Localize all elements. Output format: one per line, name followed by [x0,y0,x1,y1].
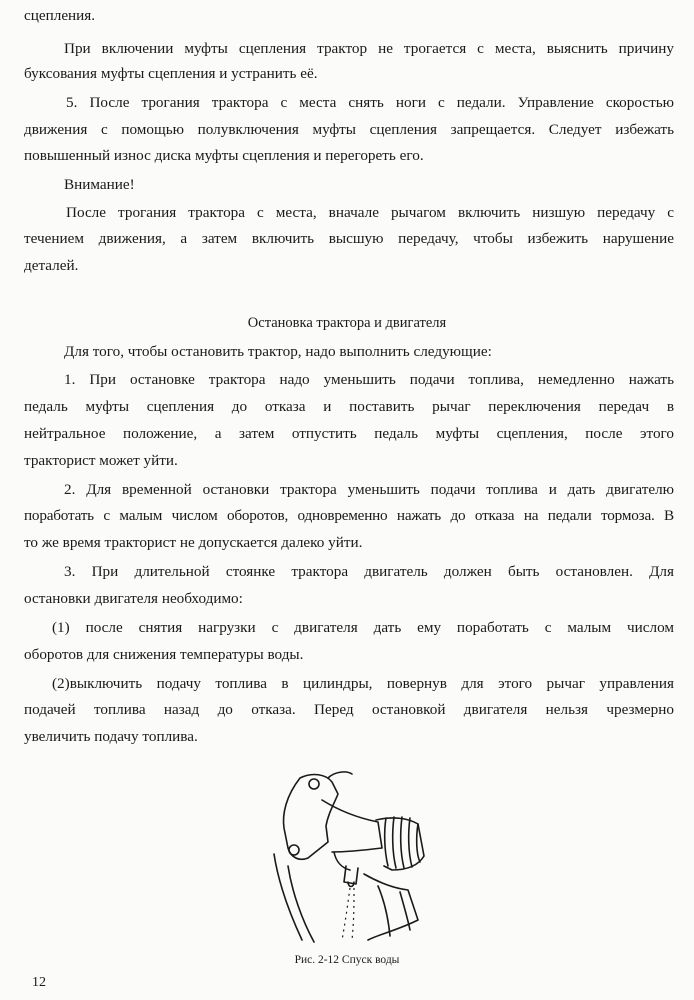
text-line: (2)выключить подачу топлива в цилиндры, повернув для этого рычаг управления [52,675,674,692]
text-line: сцепления. [24,7,96,24]
figure-caption: Рис. 2-12 Спуск воды [294,954,400,966]
text-line: оборотов для снижения температуры воды. [24,646,304,663]
page-number: 12 [32,975,46,990]
text-line: 5. После трогания трактора с места снять ноги с педали. Управление скоростью [66,94,674,111]
text-line: При включении муфты сцепления трактор не трогается с места, выяснить причину [64,40,674,57]
text-line: деталей. [24,257,79,274]
text-line: течением движения, а затем включить высшую передачу, чтобы избежить нарушение [24,230,674,247]
text-line: буксования муфты сцепления и устранить её. [24,65,318,82]
text-line: повышенный износ диска муфты сцепления и перегореть его. [24,147,424,164]
text-line: 1. При остановке трактора надо уменьшить подачи топлива, немедленно нажать [64,371,674,388]
water-drain-figure [268,770,438,946]
text-line: нейтральное положение, а затем отпустить педаль муфты сцепления, после этого [24,425,674,442]
section-title: Остановка трактора и двигателя [247,315,447,331]
text-line: подачей топлива назад до отказа. Перед остановкой двигателя нельзя чрезмерно [24,701,674,718]
text-line: тракторист может уйти. [24,452,178,469]
text-line: Для того, чтобы остановить трактор, надо выполнить следующие: [64,343,492,360]
text-line: поработать с малым числом оборотов, одновременно нажать до отказа на педали тормоза. В [24,507,674,524]
text-line: движения с помощью полувключения муфты сцепления запрещается. Следует избежать [24,121,674,138]
text-line: остановки двигателя необходимо: [24,590,243,607]
text-line: После трогания трактора с места, вначале рычагом включить низшую передачу с [66,204,674,221]
text-line: 3. При длительной стоянке трактора двигатель должен быть остановлен. Для [64,563,674,580]
text-line: 2. Для временной остановки трактора уменьшить подачи топлива и дать двигателю [64,481,674,498]
text-line: увеличить подачу топлива. [24,728,198,745]
text-line: педаль муфты сцепления до отказа и поставить рычаг переключения передач в [24,398,674,415]
text-line: то же время тракторист не допускается далеко уйти. [24,534,363,551]
warning-heading: Внимание! [64,176,135,193]
text-line: (1) после снятия нагрузки с двигателя дать ему поработать с малым числом [52,619,674,636]
